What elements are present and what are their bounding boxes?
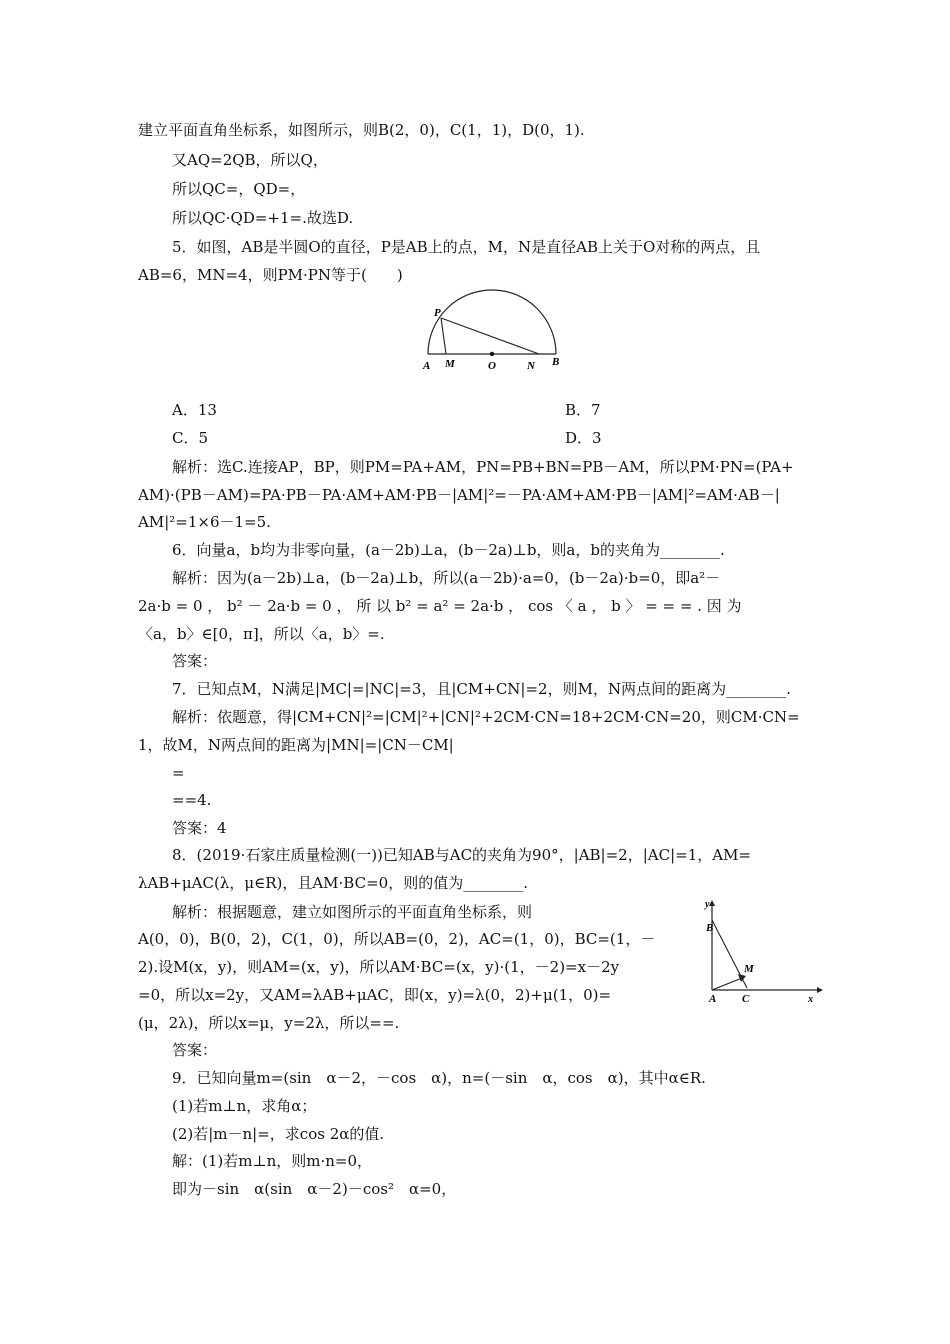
text-line: 即为－sin α(sin α－2)－cos² α=0， xyxy=(172,1180,457,1198)
text-line: 2a·b = 0 ， b² － 2a·b = 0 ， 所 以 b² = a² = 2a·b ， cos 〈 a ， b 〉 = = = . 因 为 xyxy=(138,597,742,615)
text-line: = xyxy=(172,764,185,782)
label-O: O xyxy=(488,360,496,372)
text-line: 解析：根据题意，建立如图所示的平面直角坐标系，则 xyxy=(172,903,533,921)
choice-b: B．7 xyxy=(565,401,601,419)
label-y: y xyxy=(705,899,710,910)
choice-a: A．13 xyxy=(172,401,217,419)
choice-c: C．5 xyxy=(172,429,209,447)
text-line: (μ，2λ)，所以x=μ，y=2λ，所以==. xyxy=(138,1014,400,1032)
text-line: AB=6，MN=4，则PM·PN等于( ) xyxy=(138,266,403,284)
text-line: 〈a，b〉∈[0，π]，所以〈a，b〉=. xyxy=(138,625,385,643)
semicircle-figure xyxy=(415,282,570,374)
text-line: λAB+μAC(λ，μ∈R)，且AM·BC=0，则的值为________. xyxy=(138,874,528,892)
label-B: B xyxy=(706,922,714,934)
answer-7: 答案：4 xyxy=(172,819,227,837)
text-line: ==4. xyxy=(172,791,212,809)
label-M: M xyxy=(445,358,455,370)
text-line: 所以QC=，QD=， xyxy=(172,180,306,198)
text-line: AM)·(PB－AM)=PA·PB－PA·AM+AM·PB－|AM|²=－PA·AM+AM·PB－|AM|²=AM·AB－| xyxy=(138,486,780,504)
choice-d: D．3 xyxy=(565,429,602,447)
text-line: 又AQ=2QB，所以Q， xyxy=(172,151,328,169)
text-line: 所以QC·QD=+1=.故选D. xyxy=(172,209,354,227)
question-6: 6．向量a，b均为非零向量，(a－2b)⊥a，(b－2a)⊥b，则a，b的夹角为________. xyxy=(172,541,725,559)
text-line: 解：(1)若m⊥n，则m·n=0， xyxy=(172,1152,373,1170)
question-9: 9．已知向量m=(sin α－2，－cos α)，n=(－sin α，cos α)，其中α∈R. xyxy=(172,1069,706,1087)
label-x: x xyxy=(808,994,813,1005)
text-line: =0，所以x=2y，又AM=λAB+μAC，即(x，y)=λ(0，2)+μ(1，0)= xyxy=(138,986,612,1004)
question-5: 5．如图，AB是半圆O的直径，P是AB上的点，M，N是直径AB上关于O对称的两点，且 xyxy=(172,238,761,256)
question-8: 8．(2019·石家庄质量检测(一))已知AB与AC的夹角为90°，|AB|=2，|AC|=1，AM= xyxy=(172,846,752,864)
coordinate-figure xyxy=(700,896,825,1041)
label-B: B xyxy=(552,356,560,368)
text-line: 1，故M，N两点间的距离为|MN|=|CN－CM| xyxy=(138,736,454,754)
text-line: AM|²=1×6－1=5. xyxy=(138,513,271,531)
text-line: 解析：因为(a－2b)⊥a，(b－2a)⊥b，所以(a－2b)·a=0，(b－2a)·b=0，即a²－ xyxy=(172,569,721,587)
label-N: N xyxy=(527,360,535,372)
text-line: 2).设M(x，y)，则AM=(x，y)，所以AM·BC=(x，y)·(1，－2)=x－2y xyxy=(138,958,620,976)
question-7: 7．已知点M，N满足|MC|=|NC|=3，且|CM+CN|=2，则M，N两点间的距离为________. xyxy=(172,680,791,698)
answer-6: 答案： xyxy=(172,652,218,670)
text-line: (1)若m⊥n，求角α； xyxy=(172,1097,317,1115)
text-line: 建立平面直角坐标系，如图所示，则B(2，0)，C(1，1)，D(0，1). xyxy=(138,121,585,139)
label-A: A xyxy=(423,360,431,372)
text-line: (2)若|m－n|=，求cos 2α的值. xyxy=(172,1125,385,1143)
answer-8: 答案： xyxy=(172,1041,218,1059)
text-line: 解析：依题意，得|CM+CN|²=|CM|²+|CN|²+2CM·CN=18+2CM·CN=20，则CM·CN= xyxy=(172,708,800,726)
label-P: P xyxy=(434,307,441,319)
label-C: C xyxy=(742,993,750,1005)
text-line: A(0，0)，B(0，2)，C(1，0)，所以AB=(0，2)，AC=(1，0)，BC=(1，－ xyxy=(138,930,656,948)
label-M: M xyxy=(744,963,754,975)
text-line: 解析：选C.连接AP，BP，则PM=PA+AM，PN=PB+BN=PB－AM，所以PM·PN=(PA+ xyxy=(172,458,794,476)
label-A: A xyxy=(709,993,717,1005)
